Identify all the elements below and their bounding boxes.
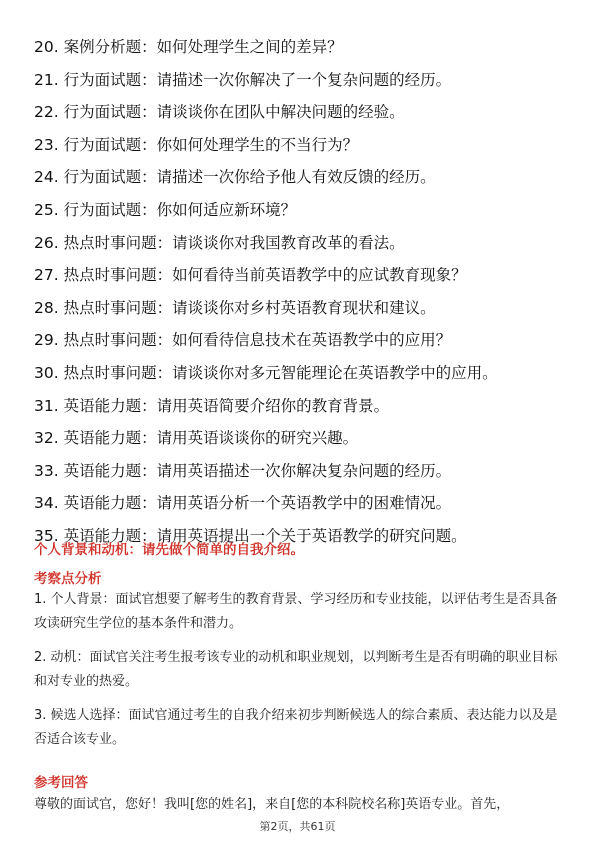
question-number: 30. xyxy=(34,363,59,382)
question-number: 24. xyxy=(34,168,59,187)
question-number: 33. xyxy=(34,461,59,480)
answer-title: 参考回答 xyxy=(34,775,88,791)
question-text: 英语能力题：请用英语提出一个关于英语教学的研究问题。 xyxy=(63,526,467,545)
question-number: 31. xyxy=(34,396,59,415)
question-number: 20. xyxy=(34,38,59,56)
analysis-point-2: 2. 动机：面试官关注考生报考该专业的动机和职业规划，以判断考生是否有明确的职业目标和对专业的热爱。 xyxy=(34,650,558,689)
list-item xyxy=(34,134,574,167)
list-item xyxy=(34,264,574,297)
list-item xyxy=(34,69,574,102)
question-text: 英语能力题：请用英语描述一次你解决复杂问题的经历。 xyxy=(63,461,452,480)
page-footer: 第2页，共61页 xyxy=(259,820,336,833)
list-item xyxy=(34,199,574,232)
question-text: 热点时事问题：请谈谈你对乡村英语教育现状和建议。 xyxy=(63,298,436,317)
question-text: 行为面试题：你如何处理学生的不当行为？ xyxy=(63,135,359,154)
question-text: 英语能力题：请用英语分析一个英语教学中的困难情况。 xyxy=(63,494,452,513)
section-heading: 个人背景和动机：请先做个简单的自我介绍。 xyxy=(34,542,304,558)
list-item xyxy=(34,460,574,493)
list-item xyxy=(34,166,574,199)
question-text: 行为面试题：请描述一次你给予他人有效反馈的经历。 xyxy=(63,168,436,187)
question-number: 23. xyxy=(34,135,59,154)
list-item xyxy=(34,36,574,69)
question-number: 29. xyxy=(34,331,59,350)
question-text: 英语能力题：请用英语简要介绍你的教育背景。 xyxy=(63,396,390,415)
analysis-point-3: 3. 候选人选择：面试官通过考生的自我介绍来初步判断候选人的综合素质、表达能力以及是否适合该专业。 xyxy=(34,708,558,747)
question-text: 热点时事问题：请谈谈你对多元智能理论在英语教学中的应用。 xyxy=(63,363,498,382)
question-text: 案例分析题：如何处理学生之间的差异？ xyxy=(63,38,343,56)
analysis-title: 考察点分析 xyxy=(34,571,102,587)
question-number: 28. xyxy=(34,298,59,317)
analysis-point-1: 1. 个人背景：面试官想要了解考生的教育背景、学习经历和专业技能，以评估考生是否具备攻读研究生学位的基本条件和潜力。 xyxy=(34,592,558,631)
question-number: 22. xyxy=(34,103,59,122)
list-item xyxy=(34,362,574,395)
question-number: 27. xyxy=(34,266,59,285)
question-number: 35. xyxy=(34,526,59,545)
question-text: 英语能力题：请用英语谈谈你的研究兴趣。 xyxy=(63,429,359,448)
question-number: 32. xyxy=(34,429,59,448)
list-item xyxy=(34,297,574,330)
answer-text: 尊敬的面试官，您好！我叫[您的姓名]，来自[您的本科院校名称]英语专业。首先， xyxy=(34,797,510,812)
question-text: 行为面试题：你如何适应新环境？ xyxy=(63,200,297,219)
list-item xyxy=(34,101,574,134)
list-item xyxy=(34,232,574,265)
question-list xyxy=(34,36,574,558)
question-number: 25. xyxy=(34,200,59,219)
question-number: 21. xyxy=(34,70,59,89)
question-text: 热点时事问题：请谈谈你对我国教育改革的看法。 xyxy=(63,233,405,252)
question-number: 26. xyxy=(34,233,59,252)
list-item xyxy=(34,329,574,362)
list-item xyxy=(34,492,574,525)
question-text: 热点时事问题：如何看待当前英语教学中的应试教育现象？ xyxy=(63,266,467,285)
question-text: 行为面试题：请描述一次你解决了一个复杂问题的经历。 xyxy=(63,70,452,89)
question-number: 34. xyxy=(34,494,59,513)
question-text: 热点时事问题：如何看待信息技术在英语教学中的应用？ xyxy=(63,331,452,350)
list-item xyxy=(34,395,574,428)
list-item xyxy=(34,427,574,460)
question-text: 行为面试题：请谈谈你在团队中解决问题的经验。 xyxy=(63,103,405,122)
